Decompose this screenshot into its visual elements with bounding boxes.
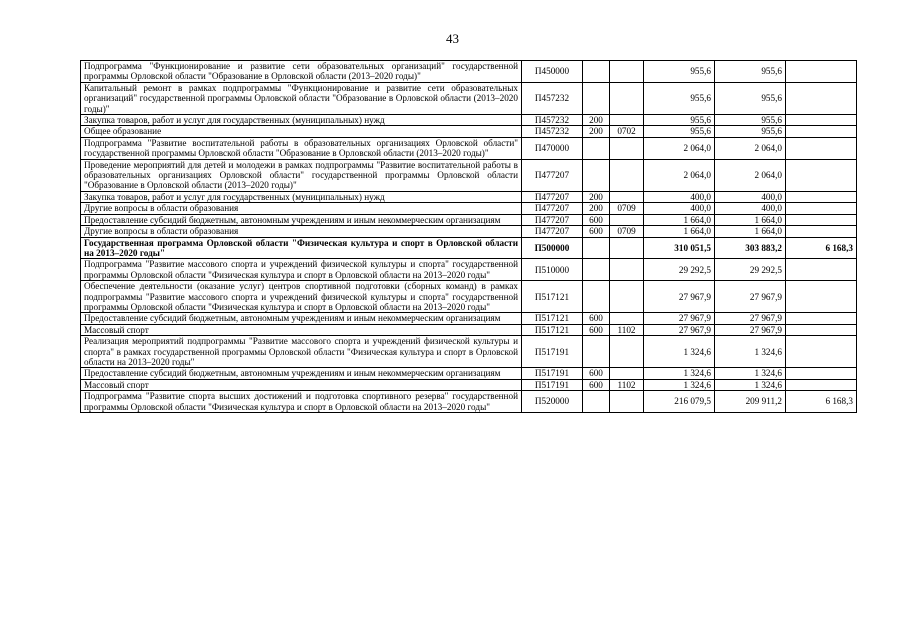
table-row: [81, 159, 857, 191]
row-expense-type: [583, 137, 610, 159]
row-target-code: П517121: [522, 313, 583, 324]
row-section-code: [610, 115, 644, 126]
row-amount-regional: 955,6: [715, 126, 786, 137]
row-name: Обеспечение деятельности (оказание услуг) центров спортивной подготовки (сборных команд) в рамках подпрограммы "Развитие массового спорта и учреждений физической культуры и спорта" государственной программы Орловской области "Физическая культура и спорт в Орловской области на 2013–2020 годы": [81, 281, 522, 313]
row-section-code: [610, 281, 644, 313]
row-amount-federal: 6 168,3: [786, 237, 857, 259]
row-amount-federal: [786, 137, 857, 159]
row-amount-federal: [786, 336, 857, 368]
row-amount-regional: 955,6: [715, 61, 786, 83]
row-name: Проведение мероприятий для детей и молодежи в рамках подпрограммы "Развитие воспитательной работы в образовательных организациях Орловской области" государственной программы Орловской области "Образование в Орловской области (2013–2020 годы)": [81, 159, 522, 191]
row-amount-federal: [786, 368, 857, 379]
page-number: 43: [446, 31, 459, 46]
row-expense-type: [583, 391, 610, 413]
row-amount-federal: [786, 226, 857, 237]
table-row: [81, 281, 857, 313]
row-amount-regional: 1 324,6: [715, 368, 786, 379]
table-body: [81, 61, 857, 413]
row-amount-regional: 1 324,6: [715, 379, 786, 390]
row-expense-type: [583, 281, 610, 313]
row-amount-total: 27 967,9: [644, 281, 715, 313]
row-amount-regional: 209 911,2: [715, 391, 786, 413]
row-target-code: П477207: [522, 159, 583, 191]
row-amount-total: 2 064,0: [644, 137, 715, 159]
row-name: Подпрограмма "Развитие воспитательной работы в образовательных организациях Орловской области" государственной программы Орловской области "Образование в Орловской области (2013–2020 годы)": [81, 137, 522, 159]
row-name: Закупка товаров, работ и услуг для государственных (муниципальных) нужд: [81, 115, 522, 126]
row-expense-type: 600: [583, 324, 610, 335]
row-amount-regional: 1 664,0: [715, 226, 786, 237]
row-name: Подпрограмма "Развитие массового спорта и учреждений физической культуры и спорта" государственной программы Орловской области "Физическая культура и спорт в Орловской области на 2013–2020 годы": [81, 259, 522, 281]
row-amount-total: 1 324,6: [644, 368, 715, 379]
row-name: Предоставление субсидий бюджетным, автономным учреждениям и иным некоммерческим организациям: [81, 214, 522, 225]
row-target-code: П517191: [522, 368, 583, 379]
row-amount-total: 955,6: [644, 61, 715, 83]
row-amount-total: 955,6: [644, 115, 715, 126]
row-name: Подпрограмма "Функционирование и развитие сети образовательных организаций" государственной программы Орловской области "Образование в Орловской области (2013–2020 годы)": [81, 61, 522, 83]
row-target-code: П477207: [522, 226, 583, 237]
table-row: [81, 226, 857, 237]
row-target-code: П477207: [522, 214, 583, 225]
row-amount-total: 955,6: [644, 82, 715, 114]
row-amount-total: 1 664,0: [644, 214, 715, 225]
table-row: [81, 324, 857, 335]
row-target-code: П517121: [522, 281, 583, 313]
row-amount-federal: [786, 191, 857, 202]
row-amount-total: 1 324,6: [644, 379, 715, 390]
row-expense-type: [583, 336, 610, 368]
row-section-code: [610, 313, 644, 324]
row-amount-total: 955,6: [644, 126, 715, 137]
row-amount-regional: 27 967,9: [715, 281, 786, 313]
row-target-code: П457232: [522, 82, 583, 114]
row-expense-type: 600: [583, 313, 610, 324]
row-amount-regional: 955,6: [715, 82, 786, 114]
row-expense-type: 600: [583, 226, 610, 237]
row-section-code: [610, 61, 644, 83]
row-section-code: 1102: [610, 379, 644, 390]
row-target-code: П477207: [522, 203, 583, 214]
table-row: [81, 379, 857, 390]
row-section-code: [610, 237, 644, 259]
row-target-code: П470000: [522, 137, 583, 159]
row-name: Реализация мероприятий подпрограммы "Развитие массового спорта и учреждений физической культуры и спорта" в рамках государственной программы Орловской области "Физическая культура и спорт в Орловской области на 2013–2020 годы": [81, 336, 522, 368]
row-expense-type: [583, 159, 610, 191]
row-amount-total: 27 967,9: [644, 324, 715, 335]
row-name: Общее образование: [81, 126, 522, 137]
row-amount-regional: 1 664,0: [715, 214, 786, 225]
row-amount-federal: [786, 115, 857, 126]
row-section-code: [610, 259, 644, 281]
row-target-code: П517121: [522, 324, 583, 335]
row-expense-type: 200: [583, 203, 610, 214]
row-expense-type: 600: [583, 379, 610, 390]
row-name: Подпрограмма "Развитие спорта высших достижений и подготовка спортивного резерва" государственной программы Орловской области "Физическая культура и спорт в Орловской области на 2013–2020 годы": [81, 391, 522, 413]
row-name: Массовый спорт: [81, 324, 522, 335]
table-row: [81, 203, 857, 214]
row-name: Другие вопросы в области образования: [81, 226, 522, 237]
row-amount-federal: [786, 313, 857, 324]
row-section-code: 1102: [610, 324, 644, 335]
row-section-code: 0709: [610, 226, 644, 237]
row-target-code: П517191: [522, 336, 583, 368]
row-target-code: П520000: [522, 391, 583, 413]
row-amount-regional: 27 967,9: [715, 313, 786, 324]
row-name: Предоставление субсидий бюджетным, автономным учреждениям и иным некоммерческим организациям: [81, 368, 522, 379]
row-amount-regional: 400,0: [715, 203, 786, 214]
row-expense-type: 600: [583, 214, 610, 225]
row-amount-regional: 1 324,6: [715, 336, 786, 368]
row-amount-federal: [786, 214, 857, 225]
row-expense-type: [583, 237, 610, 259]
row-amount-federal: [786, 259, 857, 281]
row-section-code: [610, 391, 644, 413]
row-name: Предоставление субсидий бюджетным, автономным учреждениям и иным некоммерческим организациям: [81, 313, 522, 324]
row-section-code: [610, 214, 644, 225]
row-amount-regional: 955,6: [715, 115, 786, 126]
row-expense-type: [583, 82, 610, 114]
table-row: [81, 336, 857, 368]
row-amount-federal: [786, 324, 857, 335]
table-row: [81, 61, 857, 83]
table-row: [81, 214, 857, 225]
row-section-code: [610, 137, 644, 159]
row-section-code: [610, 368, 644, 379]
row-amount-total: 400,0: [644, 191, 715, 202]
row-amount-federal: [786, 203, 857, 214]
row-section-code: [610, 82, 644, 114]
row-amount-regional: 27 967,9: [715, 324, 786, 335]
row-expense-type: 200: [583, 126, 610, 137]
row-amount-total: 2 064,0: [644, 159, 715, 191]
row-amount-regional: 400,0: [715, 191, 786, 202]
row-target-code: П450000: [522, 61, 583, 83]
row-amount-total: 400,0: [644, 203, 715, 214]
table-row: [81, 391, 857, 413]
row-target-code: П517191: [522, 379, 583, 390]
row-name: Закупка товаров, работ и услуг для государственных (муниципальных) нужд: [81, 191, 522, 202]
row-expense-type: 200: [583, 115, 610, 126]
row-amount-total: 1 664,0: [644, 226, 715, 237]
row-amount-federal: [786, 379, 857, 390]
table-row: [81, 126, 857, 137]
row-amount-federal: [786, 281, 857, 313]
table-row: [81, 259, 857, 281]
row-target-code: П477207: [522, 191, 583, 202]
row-name: Государственная программа Орловской области "Физическая культура и спорт в Орловской области на 2013–2020 годы": [81, 237, 522, 259]
table-row: [81, 191, 857, 202]
row-amount-regional: 29 292,5: [715, 259, 786, 281]
row-amount-federal: [786, 61, 857, 83]
table-row: [81, 82, 857, 114]
row-name: Капитальный ремонт в рамках подпрограммы "Функционирование и развитие сети образовательных организаций" государственной программы Орловской области "Образование в Орловской области (2013–2020 годы)": [81, 82, 522, 114]
row-amount-federal: 6 168,3: [786, 391, 857, 413]
row-target-code: П457232: [522, 126, 583, 137]
table-row: [81, 313, 857, 324]
row-expense-type: [583, 61, 610, 83]
row-name: Другие вопросы в области образования: [81, 203, 522, 214]
row-amount-total: 29 292,5: [644, 259, 715, 281]
row-amount-regional: 2 064,0: [715, 159, 786, 191]
row-amount-regional: 2 064,0: [715, 137, 786, 159]
row-expense-type: [583, 259, 610, 281]
row-section-code: [610, 336, 644, 368]
row-amount-federal: [786, 159, 857, 191]
row-amount-total: 27 967,9: [644, 313, 715, 324]
row-section-code: 0709: [610, 203, 644, 214]
row-expense-type: 200: [583, 191, 610, 202]
row-section-code: 0702: [610, 126, 644, 137]
budget-table: [80, 60, 857, 413]
row-section-code: [610, 191, 644, 202]
row-target-code: П457232: [522, 115, 583, 126]
row-amount-total: 310 051,5: [644, 237, 715, 259]
row-target-code: П510000: [522, 259, 583, 281]
table-row: [81, 237, 857, 259]
row-amount-federal: [786, 82, 857, 114]
row-section-code: [610, 159, 644, 191]
table-row: [81, 115, 857, 126]
row-amount-regional: 303 883,2: [715, 237, 786, 259]
table-row: [81, 368, 857, 379]
row-name: Массовый спорт: [81, 379, 522, 390]
row-target-code: П500000: [522, 237, 583, 259]
row-expense-type: 600: [583, 368, 610, 379]
row-amount-total: 1 324,6: [644, 336, 715, 368]
row-amount-total: 216 079,5: [644, 391, 715, 413]
table-row: [81, 137, 857, 159]
row-amount-federal: [786, 126, 857, 137]
